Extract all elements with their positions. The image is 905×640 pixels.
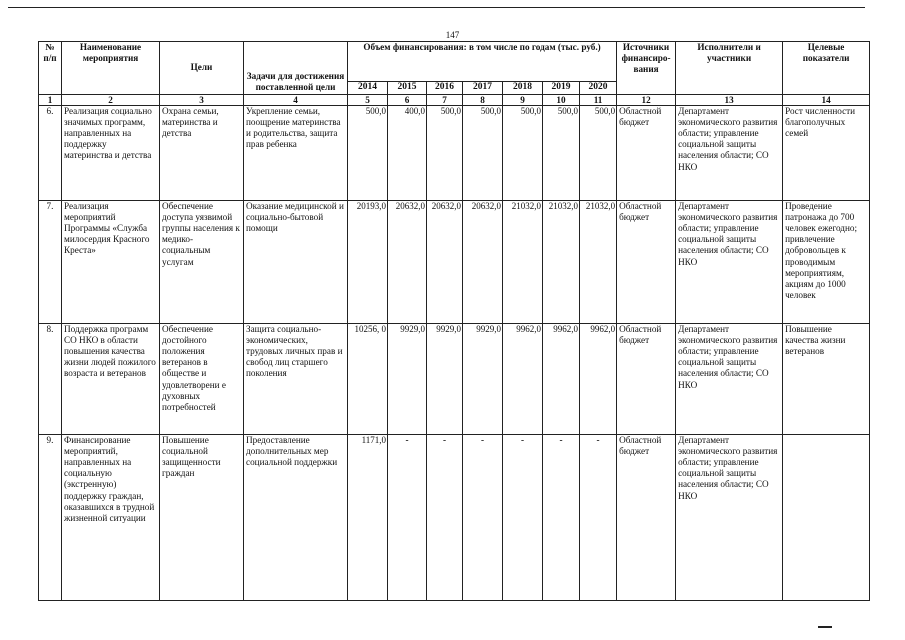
executors: Департамент экономического развития области; управление социальной защиты населения области; СО НКО: [676, 200, 783, 323]
target-indicators: [783, 434, 870, 600]
funding-value: -: [388, 434, 427, 600]
row-number: 9.: [39, 434, 62, 600]
row-number: 7.: [39, 200, 62, 323]
table-row: [39, 105, 870, 200]
column-number: 2: [62, 94, 160, 105]
funding-value: 9962,0: [580, 323, 617, 434]
funding-source: Областной бюджет: [617, 434, 676, 600]
funding-value: 500,0: [348, 105, 388, 200]
column-number: 3: [160, 94, 244, 105]
funding-value: -: [543, 434, 580, 600]
column-number: 9: [503, 94, 543, 105]
funding-value: 20632,0: [463, 200, 503, 323]
funding-value: -: [463, 434, 503, 600]
header-name: Наименование мероприятия: [62, 42, 160, 95]
target-indicators: Повышение качества жизни ветеранов: [783, 323, 870, 434]
row-number: 6.: [39, 105, 62, 200]
measure-goals: Обеспечение достойного положения ветеранов в обществе и удовлетворени е духовных потребностей: [160, 323, 244, 434]
column-number: 8: [463, 94, 503, 105]
table-row: [39, 434, 870, 600]
measure-name: Реализация мероприятий Программы «Служба милосердия Красного Креста»: [62, 200, 160, 323]
funding-value: 21032,0: [543, 200, 580, 323]
funding-value: 500,0: [503, 105, 543, 200]
funding-value: 21032,0: [580, 200, 617, 323]
funding-value: 1171,0: [348, 434, 388, 600]
table-row: [39, 323, 870, 434]
year-header: 2015: [388, 82, 427, 95]
scan-mark: [818, 626, 832, 628]
column-number: 5: [348, 94, 388, 105]
header-tasks: Задачи для достижения поставленной цели: [244, 42, 348, 95]
funding-value: 20632,0: [388, 200, 427, 323]
target-indicators: Рост численности благополучных семей: [783, 105, 870, 200]
funding-source: Областной бюджет: [617, 200, 676, 323]
measure-tasks: Защита социально-экономических, трудовых личных прав и свобод лиц старшего поколения: [244, 323, 348, 434]
column-number: 11: [580, 94, 617, 105]
column-number-row: [39, 94, 870, 105]
target-indicators: Проведение патронажа до 700 человек ежегодно; привлечение добровольцев к проводимым мероприятиям, акциям до 1000 человек: [783, 200, 870, 323]
table-row: [39, 200, 870, 323]
measure-name: Поддержка программ СО НКО в области повышения качества жизни людей пожилого возраста и ветеранов: [62, 323, 160, 434]
funding-value: 500,0: [463, 105, 503, 200]
column-number: 4: [244, 94, 348, 105]
program-measures-table: [38, 41, 870, 601]
measure-name: Реализация социально значимых программ, направленных на поддержку материнства и детства: [62, 105, 160, 200]
column-number: 10: [543, 94, 580, 105]
header-num: № п/п: [39, 42, 62, 95]
funding-value: 400,0: [388, 105, 427, 200]
measure-goals: Охрана семьи, материнства и детства: [160, 105, 244, 200]
measure-tasks: Предоставление дополнительных мер социальной поддержки: [244, 434, 348, 600]
funding-value: 9962,0: [543, 323, 580, 434]
funding-value: 20632,0: [427, 200, 463, 323]
year-header: 2014: [348, 82, 388, 95]
measure-goals: Повышение социальной защищенности граждан: [160, 434, 244, 600]
column-number: 13: [676, 94, 783, 105]
header-targets: Целевые показатели: [783, 42, 870, 95]
year-header: 2019: [543, 82, 580, 95]
funding-value: 500,0: [580, 105, 617, 200]
top-rule: [8, 7, 865, 8]
measure-name: Финансирование мероприятий, направленных на социальную (экстренную) поддержку граждан, оказавшихся в трудной жизненной ситуации: [62, 434, 160, 600]
measure-goals: Обеспечение доступа уязвимой группы населения к медико-социальным услугам: [160, 200, 244, 323]
measure-tasks: Оказание медицинской и социально-бытовой помощи: [244, 200, 348, 323]
funding-source: Областной бюджет: [617, 105, 676, 200]
column-number: 12: [617, 94, 676, 105]
header-goals: Цели: [160, 42, 244, 95]
header-executors: Исполнители и участники: [676, 42, 783, 95]
column-number: 14: [783, 94, 870, 105]
funding-value: 10256, 0: [348, 323, 388, 434]
funding-value: 20193,0: [348, 200, 388, 323]
funding-value: 9929,0: [388, 323, 427, 434]
column-number: 6: [388, 94, 427, 105]
year-header: 2020: [580, 82, 617, 95]
funding-value: -: [427, 434, 463, 600]
funding-value: 9929,0: [463, 323, 503, 434]
funding-value: -: [503, 434, 543, 600]
funding-value: 500,0: [543, 105, 580, 200]
funding-value: 9929,0: [427, 323, 463, 434]
funding-source: Областной бюджет: [617, 323, 676, 434]
measure-tasks: Укрепление семьи, поощрение материнства и родительства, защита прав ребенка: [244, 105, 348, 200]
funding-value: 21032,0: [503, 200, 543, 323]
header-sources: Источники финансиро-вания: [617, 42, 676, 95]
column-number: 1: [39, 94, 62, 105]
header-financing: Объем финансирования: в том числе по годам (тыс. руб.): [348, 42, 617, 82]
column-number: 7: [427, 94, 463, 105]
funding-value: -: [580, 434, 617, 600]
executors: Департамент экономического развития области; управление социальной защиты населения области; СО НКО: [676, 105, 783, 200]
row-number: 8.: [39, 323, 62, 434]
page-number: 147: [445, 30, 460, 40]
funding-value: 500,0: [427, 105, 463, 200]
executors: Департамент экономического развития области; управление социальной защиты населения области; СО НКО: [676, 323, 783, 434]
year-header: 2017: [463, 82, 503, 95]
funding-value: 9962,0: [503, 323, 543, 434]
year-header: 2018: [503, 82, 543, 95]
year-header: 2016: [427, 82, 463, 95]
executors: Департамент экономического развития области; управление социальной защиты населения области; СО НКО: [676, 434, 783, 600]
